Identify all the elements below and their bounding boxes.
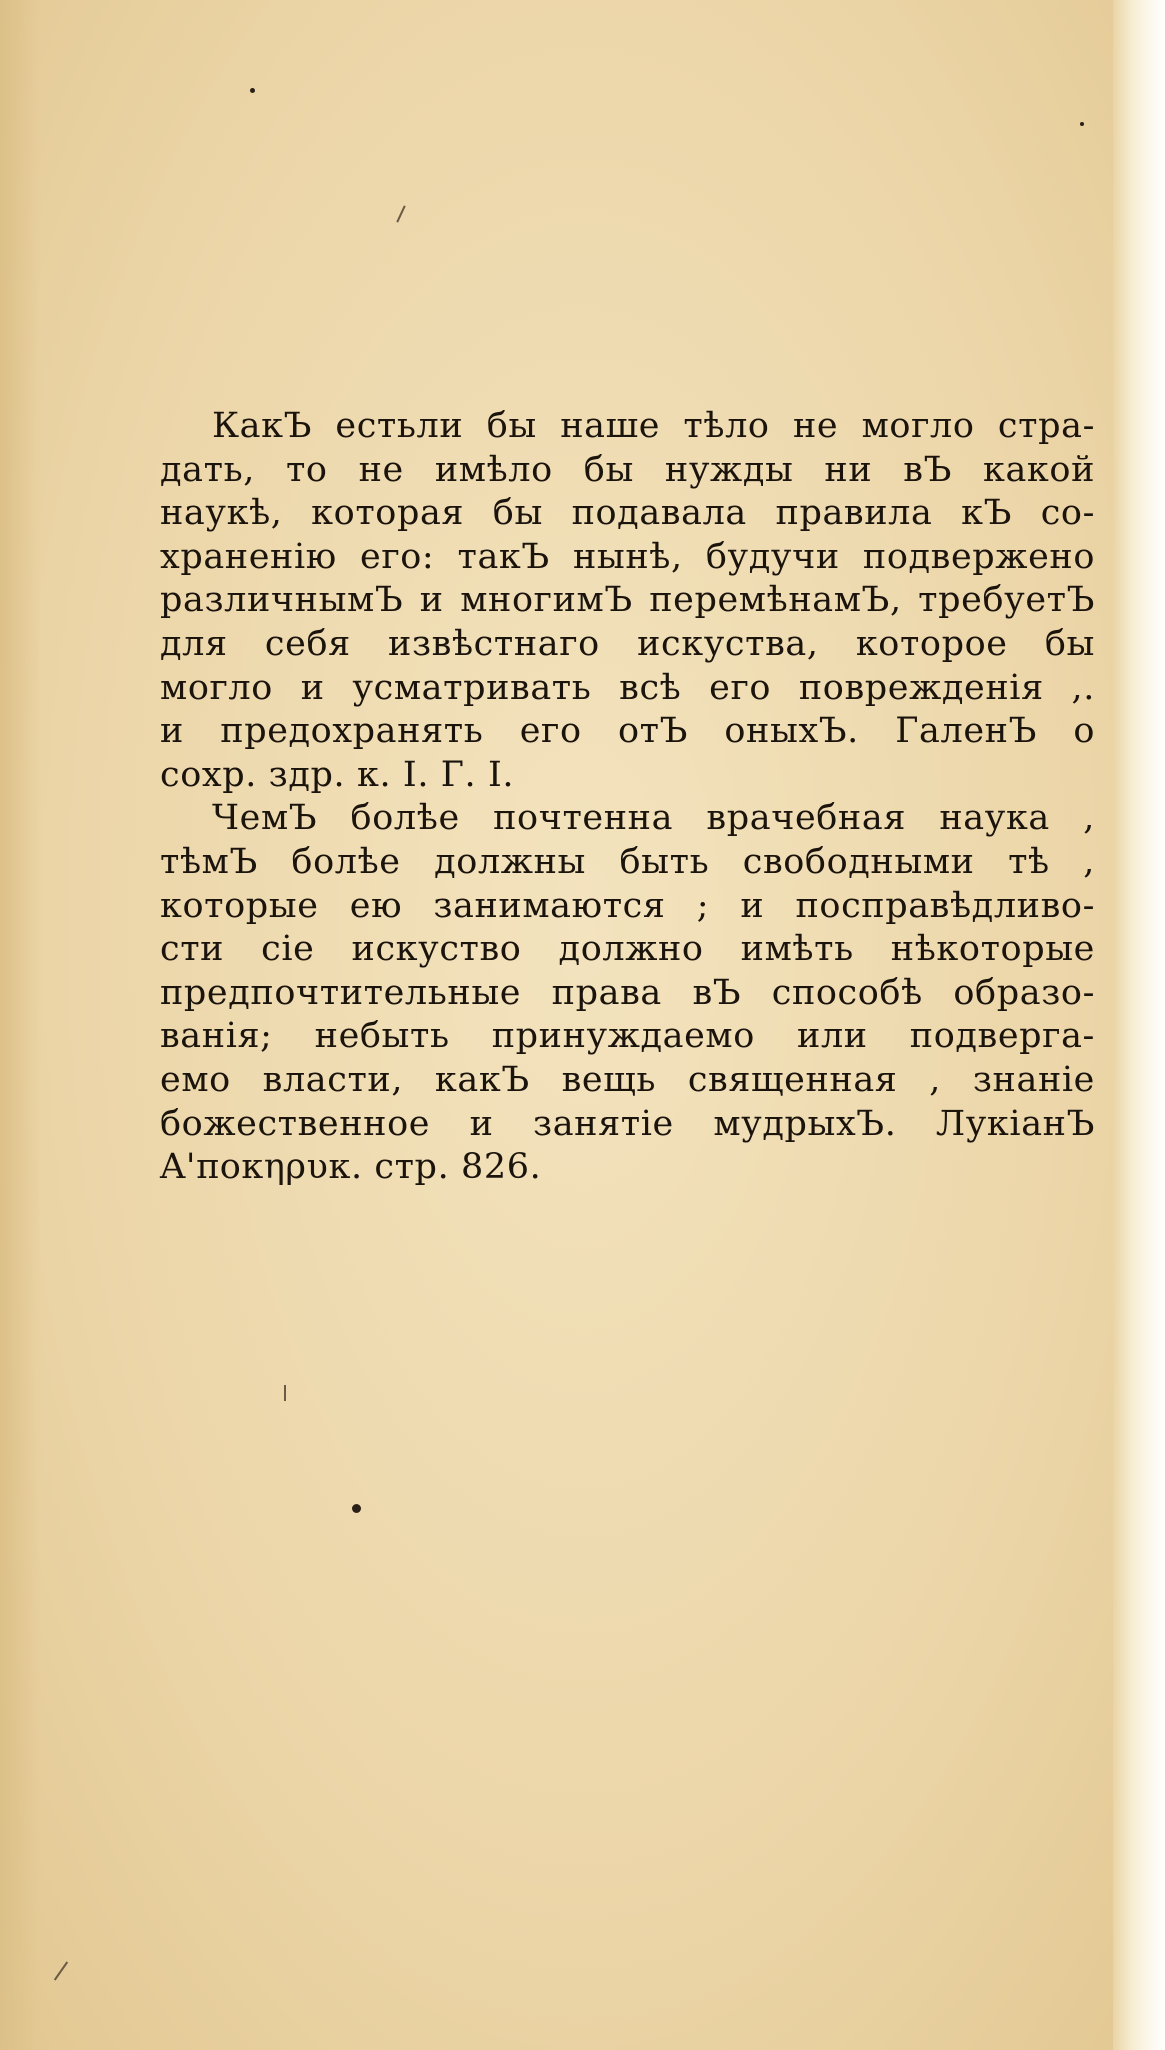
text-line: дать, то не имѣло бы нужды ни вЪ какой [160,449,1095,490]
text-line: КакЪ естьли бы наше тѣло не могло стра- [212,406,1095,446]
text-line: предпочтительные права вЪ способѣ образо- [160,972,1095,1013]
text-line: которые ею занимаются ; и посправѣдливо- [160,885,1095,926]
paper-fiber [396,205,405,222]
text-line: наукѣ, которая бы подавала правила кЪ со- [160,493,1095,534]
text-line: различнымЪ и многимЪ перемѣнамЪ, требуетЪ [160,580,1095,621]
text-line: для себя извѣстнаго искуства, которое бы [160,623,1095,664]
text-line: могло и усматривать всѣ его поврежденія ,. [160,667,1095,708]
text-line: сохр. здр. к. I. Г. I. [160,754,515,795]
text-line: храненію его: такЪ нынѣ, будучи подвержено [160,536,1095,577]
paper-fiber [54,1961,68,1980]
text-line: ванія; небыть принуждаемо или подверга- [160,1016,1095,1057]
text-line: сти сіе искуство должно имѣть нѣкоторые [160,929,1095,970]
paragraph-1 [160,405,1095,797]
text-line: и предохранять его отЪ оныхЪ. ГаленЪ о [160,711,1095,752]
paragraph-2 [160,797,1095,1189]
page-gutter-shadow [0,0,40,2050]
ink-speck [352,1504,361,1513]
text-line: божественное и занятіе мудрыхЪ. ЛукіанЪ [160,1103,1095,1144]
text-line: ЧемЪ болѣе почтенна врачебная наука , [212,798,1095,839]
page-edge [1113,0,1165,2050]
text-line: емо власти, какЪ вещь священная , знаніе [160,1059,1095,1100]
paper-fiber [284,1385,286,1401]
text-line: Α'ποκηρυκ. стр. 826. [160,1147,542,1188]
ink-speck [1080,122,1084,126]
text-line: тѣмЪ болѣе должны быть свободными тѣ , [160,841,1095,882]
body-text [160,405,1095,1190]
ink-speck [250,88,255,93]
